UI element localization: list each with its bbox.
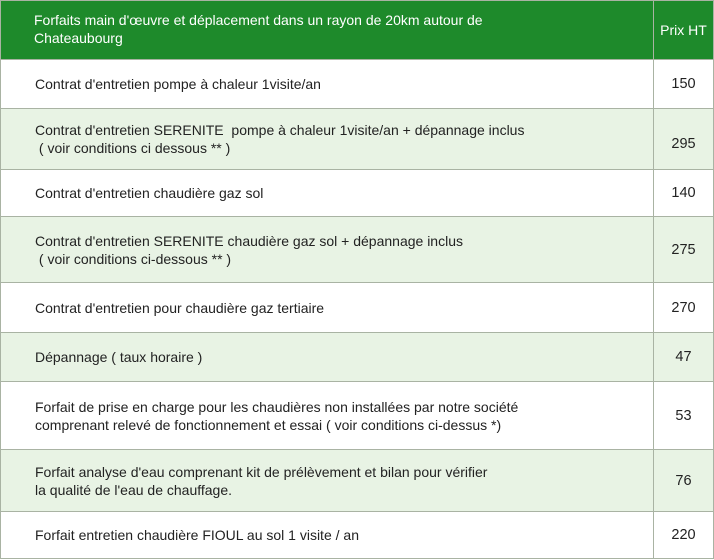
row-description xyxy=(1,283,654,333)
row-price: 53 xyxy=(654,382,714,450)
table-header-row xyxy=(1,1,714,60)
row-description-line2: la qualité de l'eau de chauffage. xyxy=(35,481,233,498)
row-description-line1: Contrat d'entretien SERENITE chaudière gaz sol + dépannage inclus xyxy=(35,232,463,249)
row-description-line1: Dépannage ( taux horaire ) xyxy=(35,349,203,365)
row-price: 76 xyxy=(654,450,714,512)
row-description-line1: Contrat d'entretien chaudière gaz sol xyxy=(35,185,264,201)
row-description-line2: ( voir conditions ci dessous ** ) xyxy=(35,140,231,156)
row-description-line2: comprenant relevé de fonctionnement et essai ( voir conditions ci-dessus *) xyxy=(35,416,502,433)
table-row xyxy=(1,217,714,283)
row-description-line1: Contrat d'entretien pour chaudière gaz tertiaire xyxy=(35,299,325,316)
row-description-line1: Contrat d'entretien SERENITE pompe à chaleur 1visite/an + dépannage inclus xyxy=(35,122,525,138)
row-description xyxy=(1,333,654,382)
row-price: 140 xyxy=(654,170,714,217)
header-description-text: Forfaits main d'œuvre et déplacement dans un rayon de 20km autour de Chateaubourg xyxy=(34,12,483,46)
row-description-line1: Contrat d'entretien pompe à chaleur 1visite/an xyxy=(35,76,321,92)
table-row xyxy=(1,512,714,559)
row-price: 295 xyxy=(654,109,714,170)
row-price: 270 xyxy=(654,283,714,333)
row-description xyxy=(1,109,654,170)
row-price: 275 xyxy=(654,217,714,283)
row-price: 220 xyxy=(654,512,714,559)
row-description xyxy=(1,382,654,450)
row-description-line1: Forfait de prise en charge pour les chaudières non installées par notre société xyxy=(35,398,519,415)
header-description xyxy=(1,1,654,60)
table-row xyxy=(1,170,714,217)
table-row xyxy=(1,283,714,333)
row-price: 47 xyxy=(654,333,714,382)
row-description-line1: Forfait analyse d'eau comprenant kit de prélèvement et bilan pour vérifier xyxy=(35,463,488,480)
row-description-line1: Forfait entretien chaudière FIOUL au sol 1 visite / an xyxy=(35,527,359,543)
row-description xyxy=(1,60,654,109)
header-price: Prix HT xyxy=(654,1,714,60)
table-row xyxy=(1,60,714,109)
row-description xyxy=(1,217,654,283)
row-description xyxy=(1,170,654,217)
row-description xyxy=(1,512,654,559)
table-row xyxy=(1,109,714,170)
table-row xyxy=(1,382,714,450)
row-description-line2: ( voir conditions ci-dessous ** ) xyxy=(35,250,232,267)
row-description xyxy=(1,450,654,512)
table-row xyxy=(1,450,714,512)
table-row xyxy=(1,333,714,382)
row-price: 150 xyxy=(654,60,714,109)
